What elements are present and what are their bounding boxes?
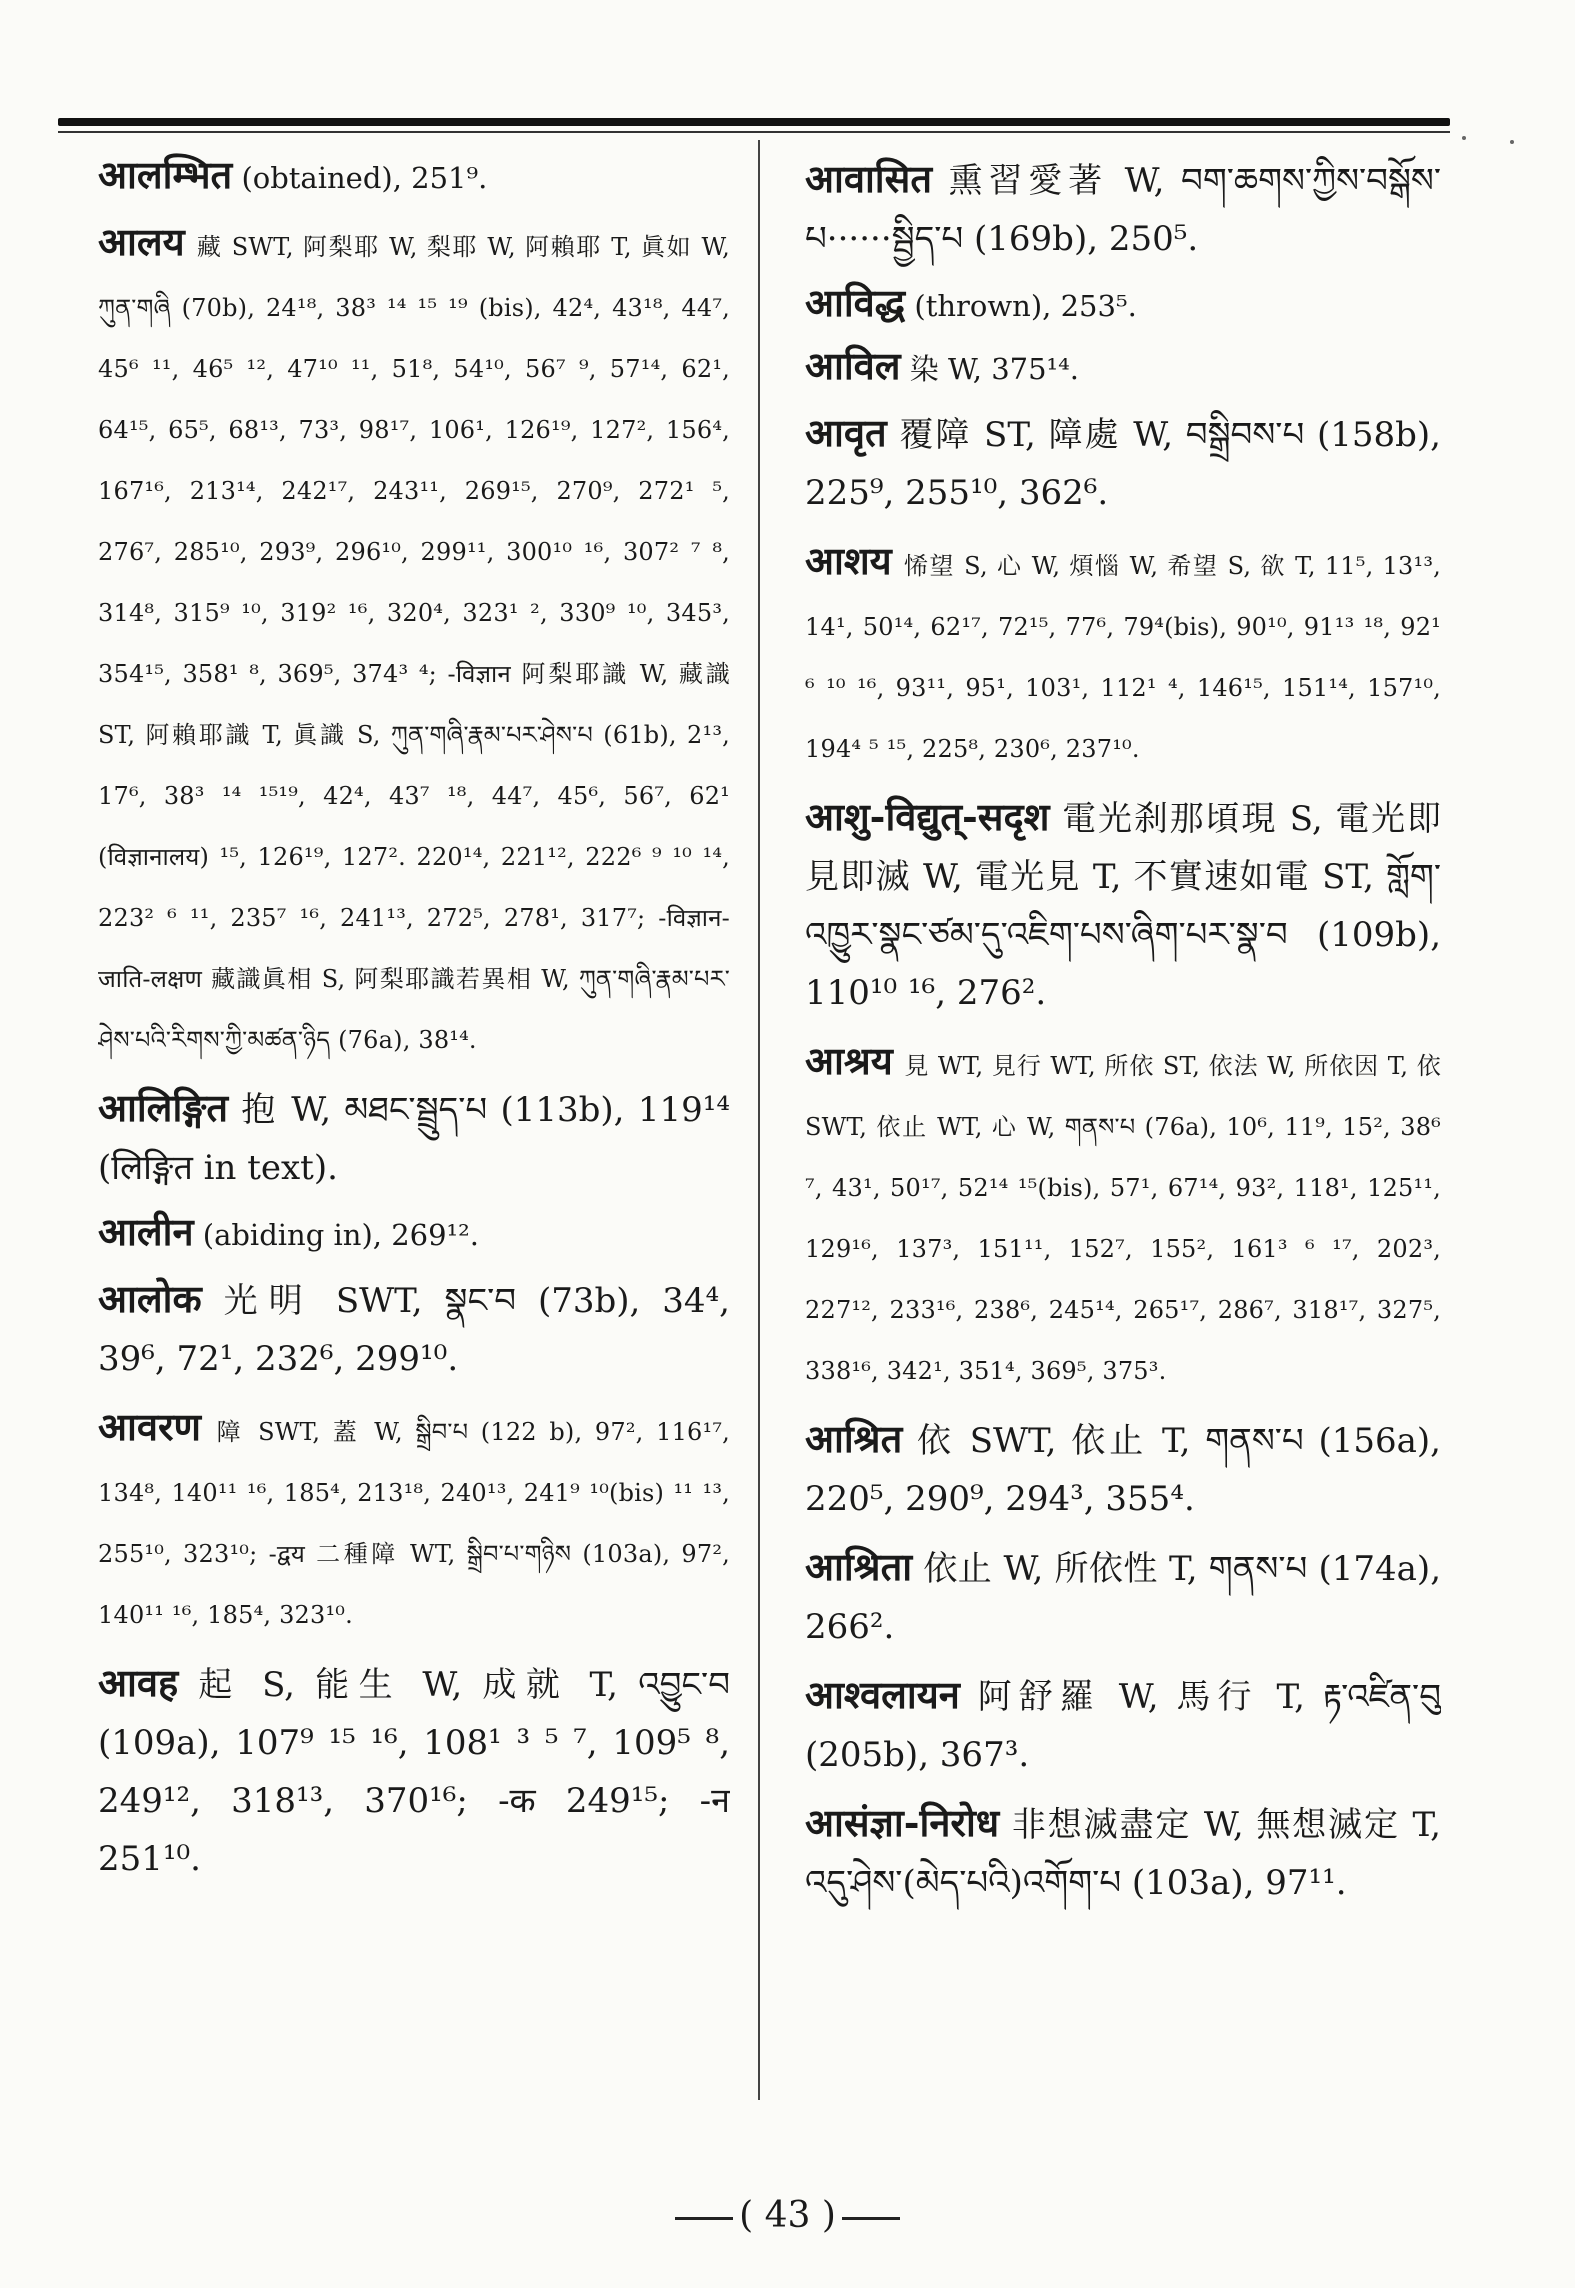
right-column — [805, 150, 1441, 2100]
entry-headword: आलम्भित — [98, 152, 233, 197]
entry-text: 熏習愛著 W, བག་ཆགས་ཀྱིས་བསྒོས་པ······སྦྱིད་པ (169b), 250⁵. — [805, 161, 1441, 259]
entry-text: 依止 W, 所依性 T, གནས་པ (174a), 266². — [805, 1549, 1441, 1647]
dictionary-entry — [805, 1538, 1441, 1656]
entry-text: 障 SWT, 蓋 W, སྒྲིབ་པ (122 b), 97², 116¹⁷, 134⁸, 140¹¹ ¹⁶, 185⁴, 213¹⁸, 240¹³, 241⁹ ¹⁰(bis) ¹¹ ¹³, 255¹⁰, 323¹⁰; -द्वय 二種障 WT, སྒྲིབ་པ་གཉིས (103a), 97², 140¹¹ ¹⁶, 185⁴, 323¹⁰. — [98, 1418, 730, 1629]
entry-headword: आश्रित — [805, 1416, 903, 1461]
entry-text: 依 SWT, 依止 T, གནས་པ (156a), 220⁵, 290⁹, 294³, 355⁴. — [805, 1421, 1441, 1519]
page-footer — [0, 2195, 1575, 2236]
entry-headword: आलिङ्गित — [98, 1085, 228, 1130]
entry-text: 覆障 ST, 障處 W, བསྒྲིབས་པ (158b), 225⁹, 255¹⁰, 362⁶. — [805, 415, 1441, 513]
entry-text: 藏 SWT, 阿梨耶 W, 梨耶 W, 阿賴耶 T, 眞如 W, ཀུན་གཞི (70b), 24¹⁸, 38³ ¹⁴ ¹⁵ ¹⁹ (bis), 42⁴, 43¹⁸, 44⁷, 45⁶ ¹¹, 46⁵ ¹², 47¹⁰ ¹¹, 51⁸, 54¹⁰, 56⁷ ⁹, 57¹⁴, 62¹, 64¹⁵, 65⁵, 68¹³, 73³, 98¹⁷, 106¹, 126¹⁹, 127², 156⁴, 167¹⁶, 213¹⁴, 242¹⁷, 243¹¹, 269¹⁵, 270⁹, 272¹ ⁵, 276⁷, 285¹⁰, 293⁹, 296¹⁰, 299¹¹, 300¹⁰ ¹⁶, 307² ⁷ ⁸, 314⁸, 315⁹ ¹⁰, 319² ¹⁶, 320⁴, 323¹ ², 330⁹ ¹⁰, 345³, 354¹⁵, 358¹ ⁸, 369⁵, 374³ ⁴; -विज्ञान 阿梨耶識 W, 藏識 ST, 阿賴耶識 T, 眞識 S, ཀུན་གཞི་རྣམ་པར་ཤེས་པ (61b), 2¹³, 17⁶, 38³ ¹⁴ ¹⁵¹⁹, 42⁴, 43⁷ ¹⁸, 44⁷, 45⁶, 56⁷, 62¹ (विज्ञानालय) ¹⁵, 126¹⁹, 127². 220¹⁴, 221¹², 222⁶ ⁹ ¹⁰ ¹⁴, 223² ⁶ ¹¹, 235⁷ ¹⁶, 241¹³, 272⁵, 278¹, 317⁷; -विज्ञान-जाति-लक्षण 藏識眞相 S, 阿梨耶識若異相 W, ཀུན་གཞི་རྣམ་པར་ཤེས་པའི་རིགས་ཀྱི་མཚན་ཉིད (76a), 38¹⁴. — [98, 233, 730, 1054]
dictionary-entry — [805, 150, 1441, 268]
dictionary-entry — [805, 1410, 1441, 1528]
dictionary-entry — [805, 404, 1441, 522]
entry-headword: आविल — [805, 343, 901, 388]
footer-close-paren: ) — [821, 2195, 836, 2236]
entry-text: 電光刹那頃現 S, 電光即見即滅 W, 電光見 T, 不實速如電 ST, གློག་འཁྱུར་སྣང་ཙམ་དུ་འཇིག་པས་ཞིག་པར་སྣ་བ (109b), 110¹⁰ ¹⁶, 276². — [805, 799, 1441, 1013]
entry-headword: आविद्ध — [805, 280, 906, 325]
dictionary-entry — [98, 1207, 730, 1260]
entry-headword: आशय — [805, 538, 892, 583]
dictionary-entry — [98, 1398, 730, 1644]
dictionary-entry — [805, 341, 1441, 394]
top-rule-thin — [58, 131, 1450, 133]
dictionary-entry — [805, 1794, 1441, 1912]
entry-headword: आलय — [98, 219, 185, 264]
entry-text: 阿舒羅 W, 馬行 T, རྟ་འཛིན་བུ (205b), 367³. — [805, 1677, 1441, 1775]
entry-text: (obtained), 251⁹. — [241, 161, 488, 195]
entry-headword: आशु-विद्युत्-सदृश — [805, 794, 1050, 839]
dictionary-entry — [98, 1654, 730, 1888]
column-divider — [758, 140, 760, 2100]
entry-text: (abiding in), 269¹². — [202, 1218, 480, 1252]
print-speck — [1510, 140, 1514, 144]
top-rule — [58, 118, 1450, 126]
entry-text: 光明 SWT, སྣང་བ (73b), 34⁴, 39⁶, 72¹, 232⁶, 299¹⁰. — [98, 1281, 730, 1379]
entry-headword: आलीन — [98, 1209, 194, 1254]
dictionary-entry — [805, 278, 1441, 331]
dictionary-entry — [805, 532, 1441, 778]
entry-headword: आश्रिता — [805, 1544, 913, 1589]
entry-headword: आलोक — [98, 1276, 202, 1321]
print-speck — [1462, 136, 1466, 140]
entry-headword: आवासित — [805, 156, 932, 201]
entry-headword: आवह — [98, 1660, 179, 1705]
entry-text: 抱 W, མཐང་སྦྲུད་པ (113b), 119¹⁴ (लिङ्गित in text). — [98, 1090, 730, 1188]
footer-dash-right — [842, 2217, 900, 2220]
dictionary-entry — [805, 788, 1441, 1022]
entry-text: 染 W, 375¹⁴. — [909, 352, 1080, 386]
entry-text: 悕望 S, 心 W, 煩惱 W, 希望 S, 欲 T, 11⁵, 13¹³, 14¹, 50¹⁴, 62¹⁷, 72¹⁵, 77⁶, 79⁴(bis), 90¹⁰, 91¹³ ¹⁸, 92¹ ⁶ ¹⁰ ¹⁶, 93¹¹, 95¹, 103¹, 112¹ ⁴, 146¹⁵, 151¹⁴, 157¹⁰, 194⁴ ⁵ ¹⁵, 225⁸, 230⁶, 237¹⁰. — [805, 552, 1441, 763]
entry-headword: आवृत — [805, 410, 887, 455]
left-column — [98, 150, 730, 2100]
entry-text: (thrown), 253⁵. — [914, 289, 1137, 323]
dictionary-entry — [98, 150, 730, 203]
footer-open-paren: ( — [739, 2195, 754, 2236]
dictionary-entry — [98, 1079, 730, 1197]
entry-text: 起 S, 能生 W, 成就 T, འབྱུང་བ (109a), 107⁹ ¹⁵ ¹⁶, 108¹ ³ ⁵ ⁷, 109⁵ ⁸, 249¹², 318¹³, 370¹⁶; -क 249¹⁵; -न 251¹⁰. — [98, 1665, 730, 1879]
entry-text: 非想滅盡定 W, 無想滅定 T, འདུ་ཤེས་(མེད་པའི)འགོག་པ (103a), 97¹¹. — [805, 1805, 1441, 1903]
entry-headword: आश्रय — [805, 1038, 893, 1083]
dictionary-entry — [98, 1270, 730, 1388]
dictionary-entry — [805, 1666, 1441, 1784]
entry-headword: आवरण — [98, 1404, 201, 1449]
footer-dash-left — [675, 2217, 733, 2220]
page-number: 43 — [764, 2195, 811, 2236]
entry-headword: आसंज्ञा-निरोध — [805, 1800, 1000, 1845]
dictionary-entry — [805, 1032, 1441, 1400]
entry-text: 見 WT, 見行 WT, 所依 ST, 依法 W, 所依因 T, 依 SWT, 依止 WT, 心 W, གནས་པ (76a), 10⁶, 11⁹, 15², 38⁶ ⁷, 43¹, 50¹⁷, 52¹⁴ ¹⁵(bis), 57¹, 67¹⁴, 93², 118¹, 125¹¹, 129¹⁶, 137³, 151¹¹, 152⁷, 155², 161³ ⁶ ¹⁷, 202³, 227¹², 233¹⁶, 238⁶, 245¹⁴, 265¹⁷, 286⁷, 318¹⁷, 327⁵, 338¹⁶, 342¹, 351⁴, 369⁵, 375³. — [805, 1052, 1441, 1385]
dictionary-entry — [98, 213, 730, 1069]
entry-headword: आश्वलायन — [805, 1672, 960, 1717]
